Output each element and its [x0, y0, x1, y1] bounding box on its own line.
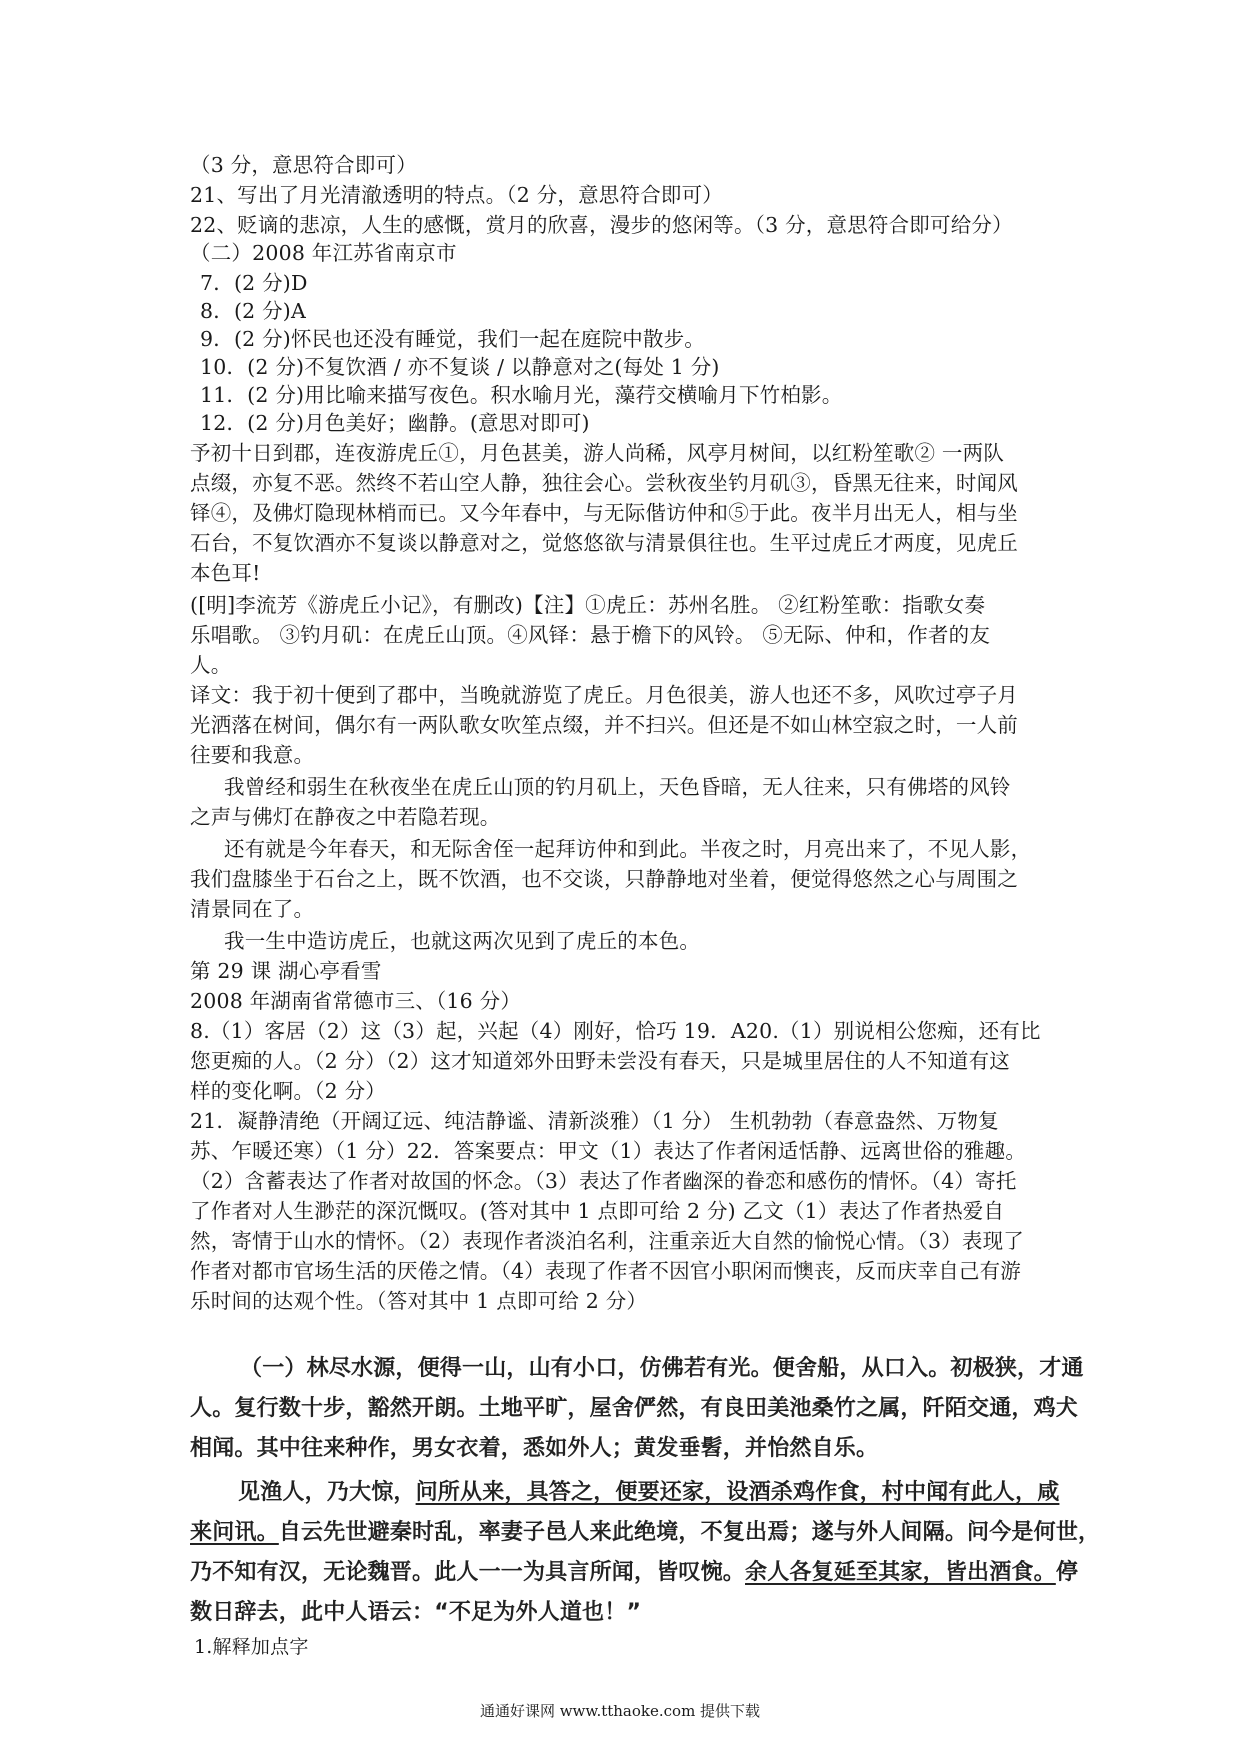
lesson-heading: 第 29 课 湖心亭看雪	[190, 959, 382, 983]
answer-line: 10．(2 分)不复饮酒 / 亦不复谈 / 以静意对之(每处 1 分)	[200, 355, 720, 379]
answer-line: 您更痴的人。（2 分）（2）这才知道郊外田野未尝没有春天，只是城里居住的人不知道有这	[190, 1049, 1010, 1073]
passage-line	[190, 1556, 1079, 1590]
answer-line: 7．(2 分)D	[200, 271, 308, 295]
translation-line: 我一生中造访虎丘，也就这两次见到了虎丘的本色。	[224, 929, 701, 953]
passage-line	[238, 1476, 1108, 1510]
answer-line: 11．(2 分)用比喻来描写夜色。积水喻月光，藻荇交横喻月下竹柏影。	[200, 383, 843, 407]
passage-text: 自云先世避秦时乱，率妻子邑人来此绝境，不复出焉；遂与外人间隔。问今是何世，	[278, 1520, 1101, 1545]
translation-line: 我们盘膝坐于石台之上，既不饮酒，也不交谈，只静静地对坐着，便觉得悠然之心与周围之	[190, 867, 1018, 891]
passage-line: 人。复行数十步，豁然开朗。土地平旷，屋舍俨然，有良田美池桑竹之属，阡陌交通，鸡犬	[190, 1396, 1079, 1421]
passage-line: 数日辞去，此中人语云：“不足为外人道也！”	[190, 1600, 642, 1625]
classical-text-line: 铎④，及佛灯隐现林梢而已。又今年春中，与无际偕访仲和⑤于此。夜半月出无人，相与坐	[190, 501, 1018, 525]
answer-line: 12．(2 分)月色美好；幽静。(意思对即可)	[200, 411, 590, 435]
translation-line: 我曾经和弱生在秋夜坐在虎丘山顶的钓月矶上，天色昏暗，无人往来，只有佛塔的风铃	[224, 775, 1011, 799]
answer-line: 了作者对人生渺茫的深沉慨叹。(答对其中 1 点即可给 2 分) 乙文（1）表达了作者热爱自	[190, 1199, 1005, 1223]
translation-line: 光洒落在树间，偶尔有一两队歌女吹笙点缀，并不扫兴。但还是不如山林空寂之时，一人前	[190, 713, 1018, 737]
exam-heading: 2008 年湖南省常德市三、（16 分）	[190, 989, 522, 1013]
answer-line: 苏、乍暖还寒）（1 分）22．答案要点：甲文（1）表达了作者闲适恬静、远离世俗的雅趣。	[190, 1139, 1027, 1163]
translation-line: 译文：我于初十便到了郡中，当晚就游览了虎丘。月色很美，游人也还不多，风吹过亭子月	[190, 683, 1018, 707]
answer-line: 8．(2 分)A	[200, 299, 307, 323]
answer-line: 然，寄情于山水的情怀。（2）表现作者淡泊名利，注重亲近大自然的愉悦心情。（3）表现了	[190, 1229, 1024, 1253]
answer-line: 9．(2 分)怀民也还没有睡觉，我们一起在庭院中散步。	[200, 327, 705, 351]
passage-text: 见渔人，乃大惊，	[238, 1480, 416, 1505]
passage-line	[190, 1516, 1101, 1550]
translation-line: 往要和我意。	[190, 743, 315, 767]
underlined-text: 问所从来，具答之，便要还家，设酒杀鸡作食，村中闻有此人，咸	[415, 1480, 1060, 1505]
classical-text-line: 点缀，亦复不恶。然终不若山空人静，独往会心。尝秋夜坐钓月矶③，昏黑无往来，时闻风	[190, 471, 1018, 495]
question-label: 1.解释加点字	[194, 1636, 309, 1658]
translation-line: 还有就是今年春天，和无际舍侄一起拜访仲和到此。半夜之时，月亮出来了，不见人影，	[224, 837, 1032, 861]
page-footer: 通通好课网 www.tthaoke.com 提供下载	[479, 1702, 761, 1720]
note-line: 乐唱歌。 ③钓月矶：在虎丘山顶。④风铎：悬于檐下的风铃。 ⑤无际、仲和，作者的友	[190, 623, 991, 647]
translation-line: 之声与佛灯在静夜之中若隐若现。	[190, 805, 501, 829]
note-line: ([明]李流芳《游虎丘小记》，有删改)【注】①虎丘：苏州名胜。 ②红粉笙歌：指歌女奏	[190, 593, 986, 617]
passage-line: （一）林尽水源，便得一山，山有小口，仿佛若有光。便舍船，从口入。初极狭，才通	[240, 1356, 1084, 1381]
answer-line: 乐时间的达观个性。（答对其中 1 点即可给 2 分）	[190, 1289, 648, 1313]
translation-line: 清景同在了。	[190, 897, 315, 921]
classical-text-line: 本色耳!	[190, 561, 261, 585]
classical-text-line: 石台，不复饮酒亦不复谈以静意对之，觉悠悠欲与清景俱往也。生平过虎丘才两度，见虎丘	[190, 531, 1018, 555]
answer-line: 22、贬谪的悲凉，人生的感慨，赏月的欣喜，漫步的悠闲等。（3 分，意思符合即可给分）	[190, 213, 1013, 237]
answer-line: 8.（1）客居（2）这（3）起，兴起（4）刚好，恰巧 19．A20.（1）别说相公您痴，还有比	[190, 1019, 1041, 1043]
answer-line: 作者对都市官场生活的厌倦之情。（4）表现了作者不因官小职闲而懊丧，反而庆幸自己有游	[190, 1259, 1021, 1283]
passage-line: 相闻。其中往来种作，男女衣着，悉如外人；黄发垂髫，并怡然自乐。	[190, 1436, 879, 1461]
answer-line: 21．凝静清绝（开阔辽远、纯洁静谧、清新淡雅）（1 分） 生机勃勃（春意盎然、万物复	[190, 1109, 999, 1133]
answer-line: （3 分，意思符合即可）	[190, 153, 417, 177]
passage-text: 停	[1055, 1560, 1079, 1585]
underlined-text: 来问讯。	[190, 1520, 279, 1545]
underlined-text: 余人各复延至其家，皆出酒食。	[745, 1560, 1056, 1585]
note-line: 人。	[190, 653, 232, 677]
classical-text-line: 予初十日到郡，连夜游虎丘①，月色甚美，游人尚稀，风亭月树间，以红粉笙歌② 一两队	[190, 441, 1005, 465]
answer-line: 21、写出了月光清澈透明的特点。（2 分，意思符合即可）	[190, 183, 723, 207]
answer-line: 样的变化啊。（2 分）	[190, 1079, 387, 1103]
passage-text: 乃不知有汉，无论魏晋。此人一一为具言所闻，皆叹惋。	[190, 1560, 746, 1585]
section-heading: （二）2008 年江苏省南京市	[190, 241, 457, 265]
answer-line: （2）含蓄表达了作者对故国的怀念。（3）表达了作者幽深的眷恋和感伤的情怀。（4）寄托	[190, 1169, 1017, 1193]
